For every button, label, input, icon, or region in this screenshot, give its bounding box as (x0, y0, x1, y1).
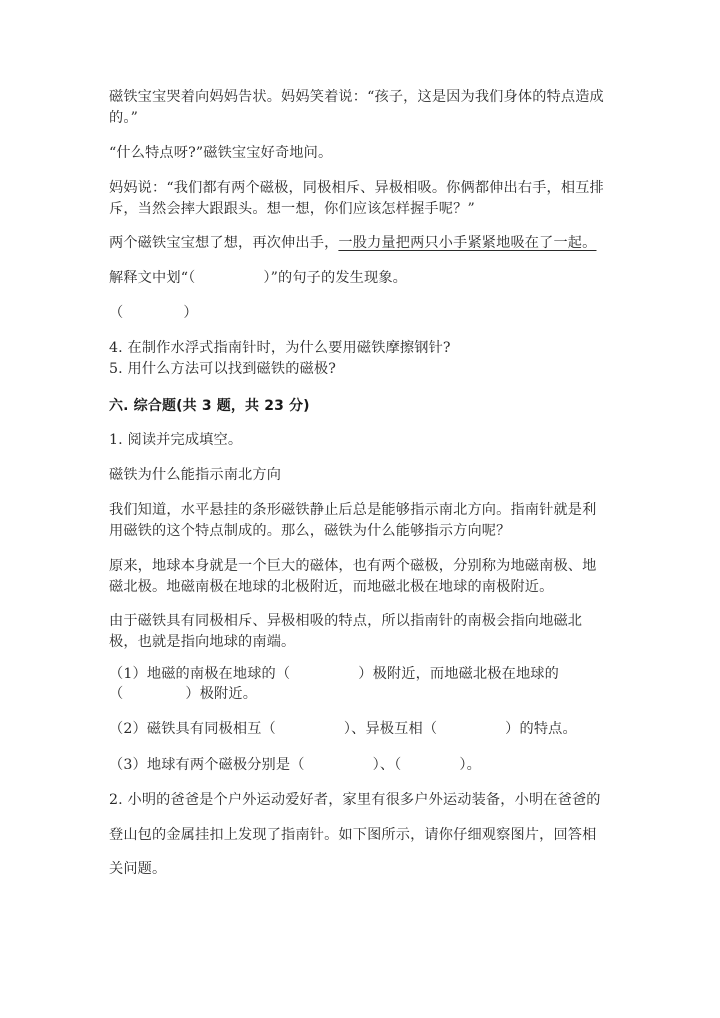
article-paragraph-2-line-1: 原来，地球本身就是一个巨大的磁体，也有两个磁极，分别称为地磁南极、地 (109, 558, 597, 574)
article-paragraph-3-line-1: 由于磁铁具有同极相斥、异极相吸的特点，所以指南针的南极会指向地磁北 (109, 613, 583, 629)
fill-in-2-text: ）的特点。 (505, 721, 577, 737)
fill-in-3-text: ）、（ (372, 757, 402, 773)
question-3-answer (109, 303, 198, 324)
section-6-question-1-title: 1. 阅读并完成填空。 (109, 432, 243, 448)
story-paragraph-3-line-1: 妈妈说：“我们都有两个磁极，同极相斥、异极相吸。你俩都伸出右手，相互排 (109, 180, 604, 196)
question-4: 4. 在制作水浮式指南针时，为什么要用磁铁摩擦钢针? (109, 340, 451, 356)
fill-in-3-text: ）。 (459, 757, 481, 773)
question-3-prompt-end: ）”的句子的发生现象。 (263, 270, 408, 286)
fill-in-1-text: （ (109, 686, 124, 702)
story-paragraph-4 (109, 233, 596, 254)
fill-in-3-text: （3）地球有两个磁极分别是（ (109, 757, 305, 773)
answer-open-paren: （ (109, 305, 124, 321)
fill-in-2 (109, 719, 577, 740)
story-paragraph-4-plain: 两个磁铁宝宝想了想，再次伸出手， (109, 235, 339, 251)
article-paragraph-1-line-1: 我们知道，水平悬挂的条形磁铁静止后总是能够指示南北方向。指南针就是利 (109, 502, 597, 518)
story-paragraph-3-line-2: 斥，当然会摔大跟跟头。想一想，你们应该怎样握手呢？” (109, 201, 475, 217)
fill-in-1-text: （1）地磁的南极在地球的（ (109, 666, 291, 682)
article-title: 磁铁为什么能指示南北方向 (109, 467, 282, 483)
answer-close-paren: ） (183, 305, 198, 321)
fill-in-2-text: （2）磁铁具有同极相互（ (109, 721, 276, 737)
story-paragraph-2: “什么特点呀?”磁铁宝宝好奇地问。 (109, 145, 333, 161)
article-paragraph-1-line-2: 用磁铁的这个特点制成的。那么，磁铁为什么能够指示方向呢？ (109, 523, 511, 539)
article-paragraph-3-line-2: 极，也就是指向地球的南端。 (109, 634, 296, 650)
section-6-question-2-line-3: 关问题。 (109, 861, 167, 877)
story-paragraph-1-line-2: 的。” (109, 110, 138, 126)
fill-in-1-line-2 (109, 684, 257, 705)
question-3-prompt (109, 268, 407, 289)
section-6-heading: 六. 综合题(共 3 题，共 23 分) (109, 398, 310, 414)
fill-in-1-text: ）极附近。 (185, 686, 258, 702)
underlined-sentence: 一股力量把两只小手紧紧地吸在了一起。 (338, 235, 597, 251)
fill-in-2-text: ）、异极互相（ (343, 721, 438, 737)
section-6-question-2-line-1: 2. 小明的爸爸是个户外运动爱好者，家里有很多户外运动装备，小明在爸爸的 (109, 792, 601, 808)
fill-in-1-line-1 (109, 664, 559, 685)
fill-in-3 (109, 755, 481, 776)
question-3-prompt-start: 解释文中划“（ (109, 270, 196, 286)
section-6-question-2-line-2: 登山包的金属挂扣上发现了指南针。如下图所示，请你仔细观察图片，回答相 (109, 827, 597, 843)
question-5: 5. 用什么方法可以找到磁铁的磁极? (109, 361, 336, 377)
article-paragraph-2-line-2: 磁北极。地磁南极在地球的北极附近，而地磁北极在地球的南极附近。 (109, 579, 554, 595)
fill-in-1-text: ）极附近，而地磁北极在地球的 (358, 666, 559, 682)
story-paragraph-1-line-1: 磁铁宝宝哭着向妈妈告状。妈妈笑着说：“孩子，这是因为我们身体的特点造成 (109, 89, 604, 105)
